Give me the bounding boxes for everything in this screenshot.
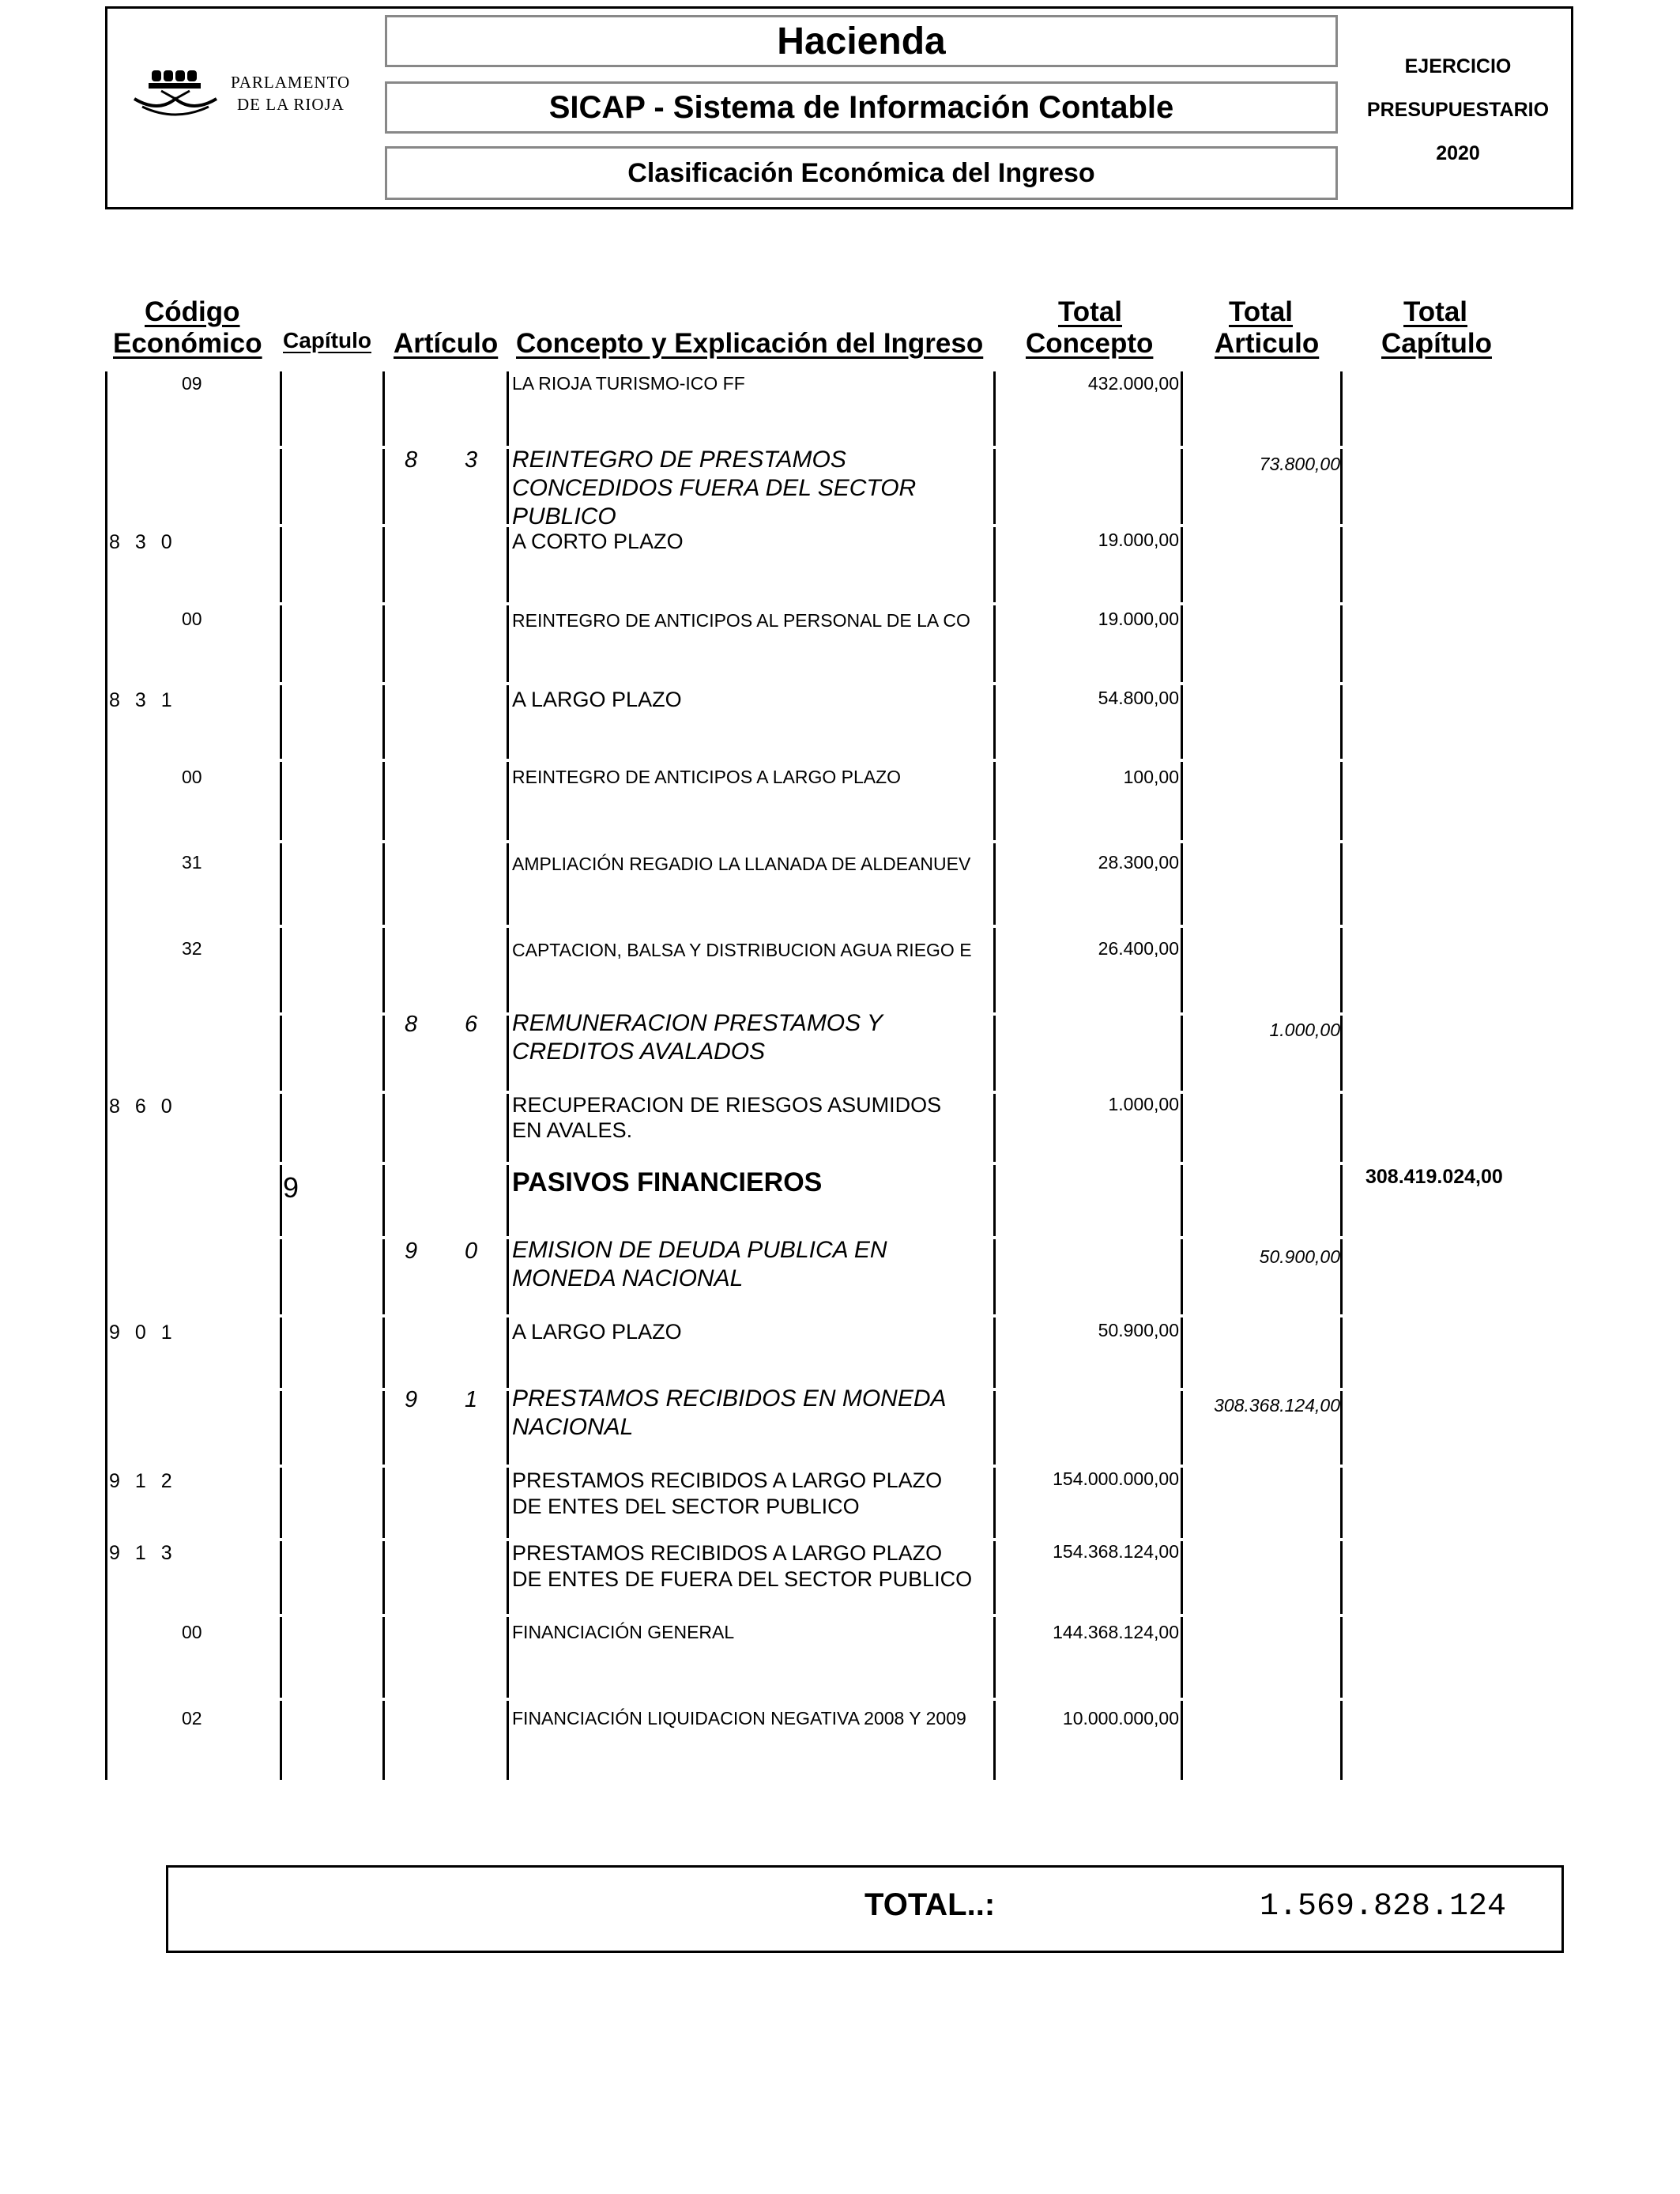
column-separator [382,1701,385,1780]
column-separator [382,1617,385,1698]
row-description-line: PRESTAMOS RECIBIDOS EN MONEDA [512,1385,947,1412]
column-separator [382,1318,385,1388]
column-separator [280,1239,282,1314]
column-separator [280,1701,282,1780]
row-description-line: EN AVALES. [512,1118,633,1142]
column-separator [1181,1239,1183,1314]
column-separator [993,1468,996,1538]
column-separator [1340,1468,1343,1538]
column-separator [1181,685,1183,759]
column-separator [280,1468,282,1538]
column-separator [507,843,509,925]
row-articulo-digit: 9 [405,1387,418,1412]
row-description: REINTEGRO DE ANTICIPOS A LARGO PLAZO [512,767,902,787]
column-separator [993,685,996,759]
column-separator [1340,928,1343,1012]
column-separator [993,762,996,840]
grand-total-label: TOTAL..: [864,1887,996,1922]
row-total-concepto: 50.900,00 [1098,1320,1179,1340]
column-separator [1181,371,1183,446]
column-separator [280,1541,282,1614]
column-separator [507,1239,509,1314]
column-separator [382,1391,385,1465]
presupuestario-label: PRESUPUESTARIO [1366,99,1550,121]
column-separator [1340,1617,1343,1698]
ejercicio-label: EJERCICIO [1404,55,1512,77]
column-separator [507,1165,509,1236]
row-total-concepto: 54.800,00 [1098,688,1179,708]
row-total-concepto: 19.000,00 [1098,609,1179,629]
row-description-line: EMISION DE DEUDA PUBLICA EN [512,1237,887,1263]
column-separator [1181,762,1183,840]
column-separator [507,685,509,759]
row-description: A LARGO PLAZO [512,688,682,711]
col-total-articulo-line1: Total [1229,296,1294,327]
grand-total-value: 1.569.828.124 [1260,1889,1507,1924]
column-separator [1181,527,1183,602]
row-description-line: MONEDA NACIONAL [512,1265,744,1291]
column-separator [1340,527,1343,602]
row-description-line: NACIONAL [512,1414,634,1440]
row-subconcept-code: 00 [182,1622,202,1642]
col-total-concepto-line1: Total [1058,296,1123,327]
ejercicio-year: 2020 [1436,142,1480,164]
column-separator [993,1165,996,1236]
row-economic-code: 8 3 1 [109,689,177,711]
column-separator [993,1318,996,1388]
column-separator [507,1617,509,1698]
row-description-line: PRESTAMOS RECIBIDOS A LARGO PLAZO [512,1468,943,1492]
column-separator [280,1016,282,1091]
row-total-capitulo: 308.419.024,00 [1365,1166,1503,1188]
column-separator [1181,1701,1183,1780]
column-separator [280,1165,282,1236]
column-separator [1181,1165,1183,1236]
row-description-line: DE ENTES DE FUERA DEL SECTOR PUBLICO [512,1567,973,1591]
row-articulo-digit: 8 [405,1012,418,1037]
row-articulo-digit: 6 [465,1012,478,1037]
row-subconcept-code: 09 [182,373,202,394]
column-separator [280,1318,282,1388]
row-total-articulo: 50.900,00 [1259,1246,1340,1267]
row-total-articulo: 73.800,00 [1259,454,1340,474]
col-total-concepto-line2: Concepto [1026,328,1154,359]
column-separator [280,1391,282,1465]
column-separator [993,1617,996,1698]
column-separator [280,1617,282,1698]
row-subconcept-code: 02 [182,1708,202,1728]
column-separator [507,1016,509,1091]
row-description: PASIVOS FINANCIEROS [512,1167,823,1197]
row-subconcept-code: 32 [182,938,202,959]
col-total-articulo-line2: Articulo [1215,328,1320,359]
column-separator [1340,762,1343,840]
column-separator [993,371,996,446]
row-description-line: DE ENTES DEL SECTOR PUBLICO [512,1495,860,1518]
row-description-line: CREDITOS AVALADOS [512,1039,766,1065]
column-separator [993,1239,996,1314]
col-articulo: Artículo [394,328,499,359]
logo-text-line1: PARLAMENTO [231,73,351,92]
column-separator [1181,843,1183,925]
column-separator [382,371,385,446]
row-articulo-digit: 1 [465,1387,478,1412]
row-description: AMPLIACIÓN REGADIO LA LLANADA DE ALDEANUEV [512,854,971,874]
column-separator [507,928,509,1012]
row-economic-code: 9 1 3 [109,1542,177,1564]
column-separator [1181,1094,1183,1162]
column-separator [382,843,385,925]
column-separator [507,1468,509,1538]
col-concepto: Concepto y Explicación del Ingreso [516,328,984,359]
column-separator [1181,1468,1183,1538]
column-separator [382,527,385,602]
col-total-capitulo-line1: Total [1403,296,1468,327]
row-description: CAPTACION, BALSA Y DISTRIBUCION AGUA RIEGO E [512,940,972,960]
column-separator [993,1094,996,1162]
column-separator [1340,605,1343,682]
column-separator [382,685,385,759]
row-total-articulo: 308.368.124,00 [1214,1395,1340,1416]
column-separator [1340,449,1343,524]
column-separator [280,762,282,840]
row-articulo-digit: 9 [405,1238,418,1264]
column-separator [1340,1701,1343,1780]
row-economic-code: 9 1 2 [109,1470,177,1492]
column-separator [382,1165,385,1236]
row-subconcept-code: 00 [182,767,202,787]
row-total-concepto: 28.300,00 [1098,852,1179,873]
column-separator [1181,1318,1183,1388]
row-economic-code: 8 6 0 [109,1095,177,1118]
row-total-concepto: 100,00 [1123,767,1179,787]
header-section: Clasificación Económica del Ingreso [385,146,1338,200]
column-separator [1181,605,1183,682]
row-economic-code: 9 0 1 [109,1321,177,1344]
row-total-concepto: 154.368.124,00 [1053,1541,1179,1562]
column-separator [1340,1239,1343,1314]
row-total-concepto: 144.368.124,00 [1053,1622,1179,1642]
column-separator [382,449,385,524]
column-separator [280,527,282,602]
column-separator [1340,1016,1343,1091]
column-separator [507,1318,509,1388]
row-total-concepto: 10.000.000,00 [1062,1708,1179,1728]
column-separator [280,371,282,446]
row-economic-code: 8 3 0 [109,531,177,553]
column-separator [507,1094,509,1162]
column-separator [280,685,282,759]
column-separator [993,1391,996,1465]
column-separator [1340,843,1343,925]
column-separator [993,449,996,524]
row-description-line: PUBLICO [512,503,616,530]
row-description: A LARGO PLAZO [512,1320,682,1344]
row-description: REINTEGRO DE ANTICIPOS AL PERSONAL DE LA CO [512,610,970,631]
column-separator [1340,1391,1343,1465]
row-description-line: RECUPERACION DE RIESGOS ASUMIDOS [512,1093,942,1117]
column-separator [382,1094,385,1162]
row-total-articulo: 1.000,00 [1269,1020,1340,1040]
row-description-line: REINTEGRO DE PRESTAMOS [512,447,846,473]
row-description-line: REMUNERACION PRESTAMOS Y [512,1010,883,1036]
column-separator [1340,1094,1343,1162]
row-description-line: CONCEDIDOS FUERA DEL SECTOR [512,475,917,501]
column-separator [1181,928,1183,1012]
column-separator [1340,1541,1343,1614]
column-separator [1340,1165,1343,1236]
row-description: LA RIOJA TURISMO-ICO FF [512,373,745,394]
row-capitulo: 9 [283,1171,299,1204]
column-separator [993,527,996,602]
column-separator [507,762,509,840]
col-codigo-line1: Código [145,296,240,327]
row-total-concepto: 26.400,00 [1098,938,1179,959]
column-separator [382,762,385,840]
header-title: Hacienda [385,15,1338,67]
row-total-concepto: 1.000,00 [1108,1094,1179,1114]
logo-text-line2: DE LA RIOJA [237,95,345,114]
row-total-concepto: 19.000,00 [1098,530,1179,550]
column-separator [280,449,282,524]
column-separator [280,928,282,1012]
column-separator [993,1016,996,1091]
column-separator [280,843,282,925]
column-separator [507,371,509,446]
row-subconcept-code: 00 [182,609,202,629]
row-articulo-digit: 3 [465,447,478,473]
row-description: FINANCIACIÓN LIQUIDACION NEGATIVA 2008 Y 2009 [512,1708,966,1728]
column-separator [382,1016,385,1091]
column-separator [507,1541,509,1614]
column-separator [507,527,509,602]
column-separator [280,1094,282,1162]
column-separator [280,605,282,682]
column-separator [1340,371,1343,446]
col-codigo-line2: Económico [113,328,262,359]
column-separator [507,605,509,682]
table-left-border [105,371,107,1780]
column-separator [382,928,385,1012]
col-total-capitulo-line2: Capítulo [1381,328,1492,359]
column-separator [507,1391,509,1465]
row-description: FINANCIACIÓN GENERAL [512,1622,735,1642]
row-articulo-digit: 8 [405,447,418,473]
column-separator [382,605,385,682]
column-separator [1181,1541,1183,1614]
header-subtitle: SICAP - Sistema de Información Contable [385,81,1338,134]
column-separator [382,1541,385,1614]
column-separator [507,449,509,524]
column-separator [1340,1318,1343,1388]
column-separator [382,1239,385,1314]
column-separator [382,1468,385,1538]
row-description: A CORTO PLAZO [512,530,684,553]
row-description-line: PRESTAMOS RECIBIDOS A LARGO PLAZO [512,1541,943,1565]
row-total-concepto: 154.000.000,00 [1053,1468,1179,1489]
col-capitulo: Capítulo [283,328,371,352]
row-articulo-digit: 0 [465,1238,478,1264]
row-total-concepto: 432.000,00 [1087,373,1179,394]
row-subconcept-code: 31 [182,852,202,873]
column-separator [507,1701,509,1780]
column-separator [1181,1391,1183,1465]
column-separator [1181,1617,1183,1698]
column-separator [1181,449,1183,524]
column-separator [993,1541,996,1614]
column-separator [1340,685,1343,759]
column-separator [1181,1016,1183,1091]
